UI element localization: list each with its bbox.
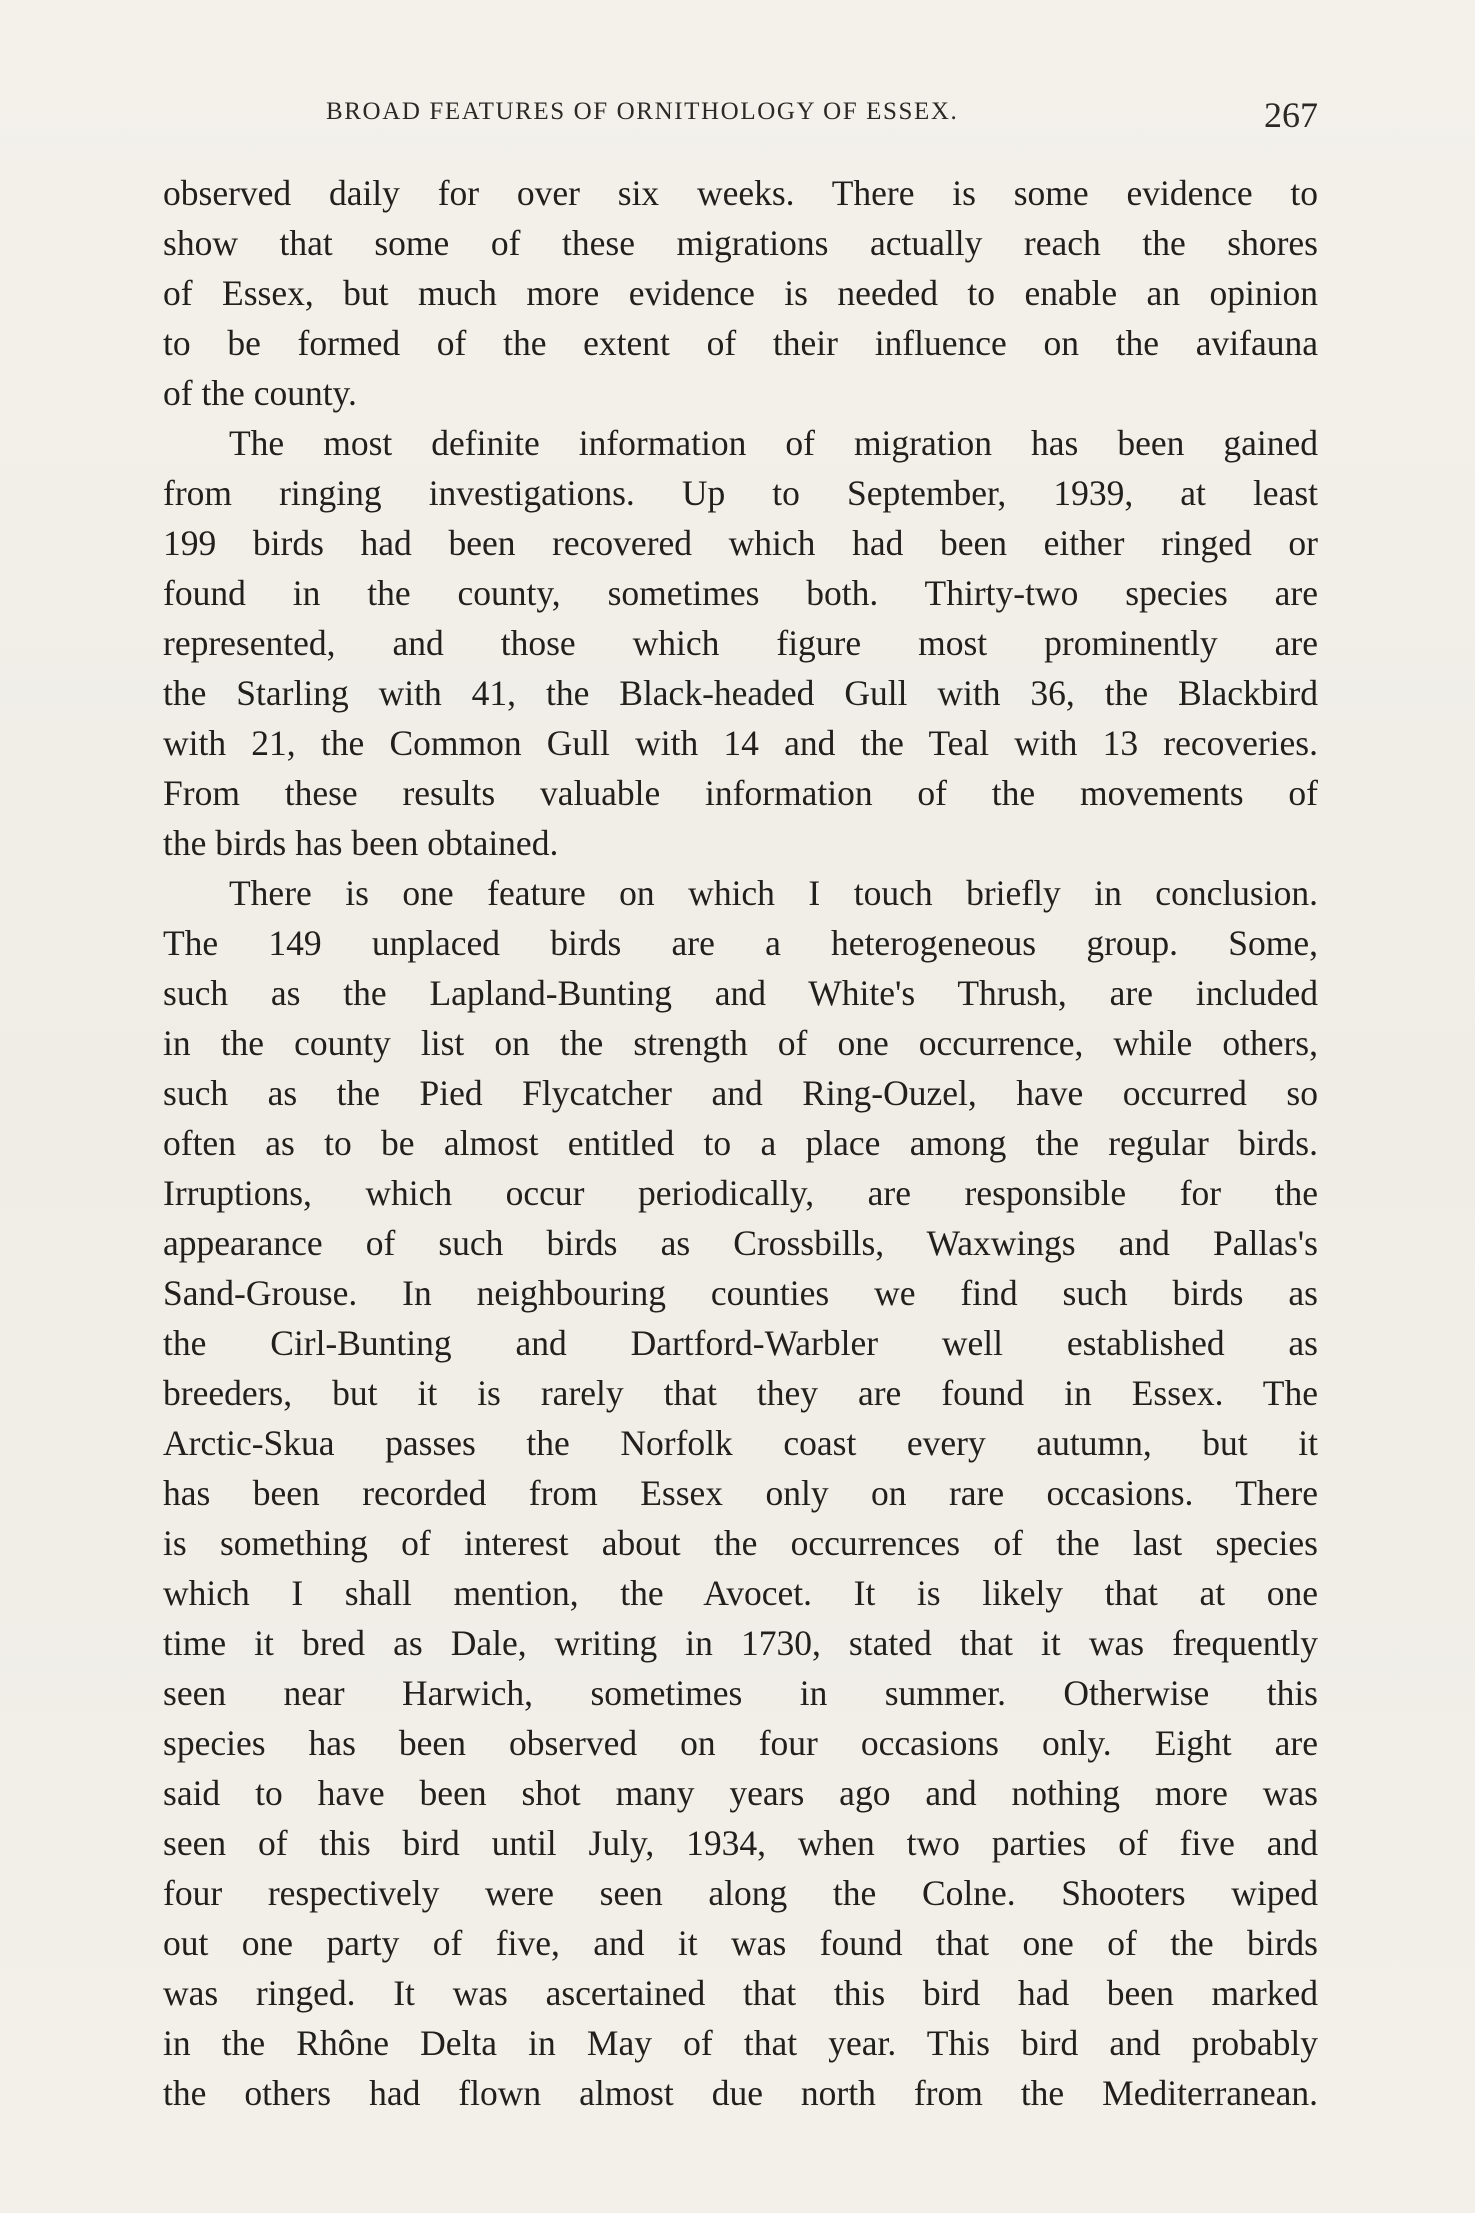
text-line: From these results valuable information of the movements of	[163, 773, 1318, 813]
text-line: appearance of such birds as Crossbills, Waxwings and Pallas's	[163, 1223, 1318, 1263]
text-line: The most definite information of migration has been gained	[229, 423, 1318, 463]
paragraph	[163, 168, 1318, 418]
text-line: breeders, but it is rarely that they are found in Essex. The	[163, 1373, 1318, 1413]
text-line: with 21, the Common Gull with 14 and the Teal with 13 recoveries.	[163, 723, 1318, 763]
text-line: 199 birds had been recovered which had been either ringed or	[163, 523, 1318, 563]
text-line: of the county.	[163, 373, 357, 413]
body-text	[163, 168, 1318, 2118]
text-line: found in the county, sometimes both. Thirty-two species are	[163, 573, 1318, 613]
text-line: Irruptions, which occur periodically, are responsible for the	[163, 1173, 1318, 1213]
text-line: time it bred as Dale, writing in 1730, stated that it was frequently	[163, 1623, 1318, 1663]
text-line: represented, and those which figure most prominently are	[163, 623, 1318, 663]
text-line: the Starling with 41, the Black-headed Gull with 36, the Blackbird	[163, 673, 1318, 713]
text-line: in the Rhône Delta in May of that year. This bird and probably	[163, 2023, 1318, 2063]
text-line: The 149 unplaced birds are a heterogeneous group. Some,	[163, 923, 1318, 963]
page-number: 267	[1264, 95, 1318, 135]
text-line: was ringed. It was ascertained that this bird had been marked	[163, 1973, 1318, 2013]
text-line: the others had flown almost due north from the Mediterranean.	[163, 2073, 1318, 2113]
text-line: Sand-Grouse. In neighbouring counties we find such birds as	[163, 1273, 1318, 1313]
text-line: from ringing investigations. Up to September, 1939, at least	[163, 473, 1318, 513]
paragraph	[163, 418, 1318, 868]
text-line: the Cirl-Bunting and Dartford-Warbler well established as	[163, 1323, 1318, 1363]
text-line: of Essex, but much more evidence is needed to enable an opinion	[163, 273, 1318, 313]
text-line: seen of this bird until July, 1934, when two parties of five and	[163, 1823, 1318, 1863]
text-line: often as to be almost entitled to a place among the regular birds.	[163, 1123, 1318, 1163]
running-title: BROAD FEATURES OF ORNITHOLOGY OF ESSEX.	[326, 98, 959, 125]
text-line: There is one feature on which I touch briefly in conclusion.	[229, 873, 1318, 913]
text-line: such as the Lapland-Bunting and White's Thrush, are included	[163, 973, 1318, 1013]
text-line: is something of interest about the occurrences of the last species	[163, 1523, 1318, 1563]
text-line: said to have been shot many years ago and nothing more was	[163, 1773, 1318, 1813]
text-line: seen near Harwich, sometimes in summer. Otherwise this	[163, 1673, 1318, 1713]
text-line: the birds has been obtained.	[163, 823, 559, 863]
text-line: show that some of these migrations actually reach the shores	[163, 223, 1318, 263]
text-line: which I shall mention, the Avocet. It is likely that at one	[163, 1573, 1318, 1613]
paragraph	[163, 868, 1318, 2118]
text-line: observed daily for over six weeks. There is some evidence to	[163, 173, 1318, 213]
text-line: to be formed of the extent of their influence on the avifauna	[163, 323, 1318, 363]
text-line: out one party of five, and it was found that one of the birds	[163, 1923, 1318, 1963]
running-head	[163, 95, 1318, 148]
text-line: Arctic-Skua passes the Norfolk coast every autumn, but it	[163, 1423, 1318, 1463]
text-line: species has been observed on four occasions only. Eight are	[163, 1723, 1318, 1763]
text-line: in the county list on the strength of one occurrence, while others,	[163, 1023, 1318, 1063]
text-line: has been recorded from Essex only on rare occasions. There	[163, 1473, 1318, 1513]
text-line: such as the Pied Flycatcher and Ring-Ouzel, have occurred so	[163, 1073, 1318, 1113]
text-line: four respectively were seen along the Colne. Shooters wiped	[163, 1873, 1318, 1913]
